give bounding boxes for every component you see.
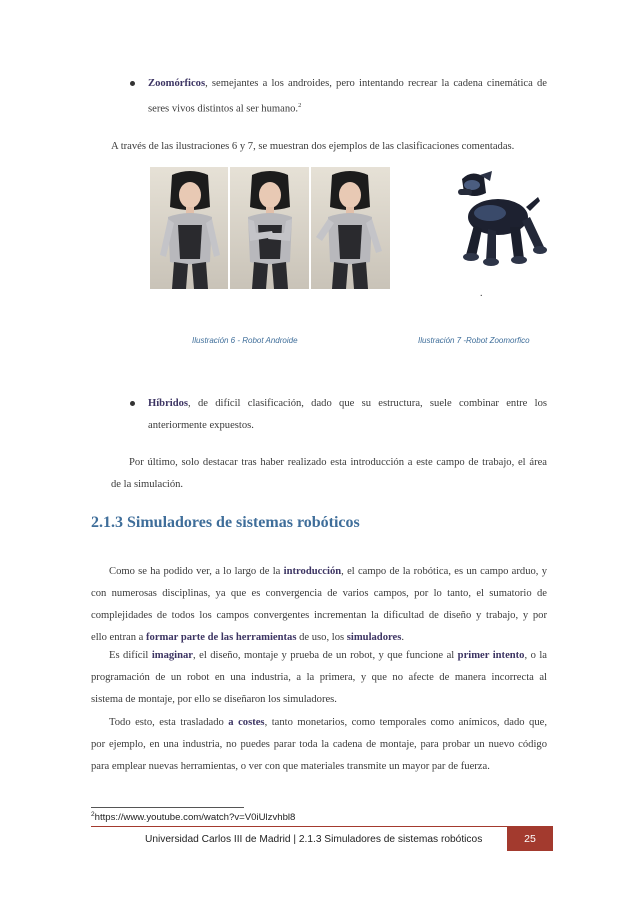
bullet-icon: [130, 81, 135, 86]
zoomorphic-robot-image: [450, 167, 550, 271]
stray-dot: .: [480, 288, 483, 299]
intro-illustrations: A través de las ilustraciones 6 y 7, se muestran dos ejemplos de las clasificaciones comentadas.: [111, 141, 515, 152]
footnote: [91, 811, 295, 823]
paragraph-2: Es difícil imaginar, el diseño, montaje y prueba de un robot, y que funcione al primer intento, o la programación de un robot en una industria, a la primera, y que no afecte de manera incorrecta al sistema de montaje, por ello se diseñaron los simuladores.: [91, 650, 547, 705]
footnote-url[interactable]: https://www.youtube.com/watch?v=V0iUlzvhbl8: [94, 812, 296, 824]
section-heading: 2.1.3 Simuladores de sistemas robóticos: [91, 514, 360, 531]
bullet-zoomorficos: Zoomórficos, semejantes a los androides, pero intentando recrear la cadena cinemática de seres vivos distintos al ser humano.$^2$: [148, 78, 547, 115]
footnote-rule: [91, 807, 244, 808]
caption-android: Ilustración 6 - Robot Androide: [192, 336, 298, 345]
paragraph-3: Todo esto, esta trasladado a costes, tanto monetarios, como temporales como anímicos, dado que, por ejemplo, en una industria, no puedes parar toda la cadena de montaje, para probar un nuevo código para emplear nuevas herramientas, o ver con que materiales transmite un mayor par de fuerza.: [91, 717, 547, 772]
bullet-term: Híbridos: [148, 398, 189, 409]
bullet-term: Zoomórficos: [148, 78, 206, 89]
caption-zoomorfico: Ilustración 7 -Robot Zoomorfico: [418, 336, 530, 345]
bullet-hibridos: Híbridos, de difícil clasificación, dado que su estructura, suele combinar entre los anteriormente expuestos.: [148, 398, 547, 431]
page-number: 25: [507, 827, 553, 851]
footnote-number: 2: [91, 811, 95, 818]
footer-text: Universidad Carlos III de Madrid | 2.1.3 Simuladores de sistemas robóticos: [145, 834, 483, 845]
bullet-icon: [130, 401, 135, 406]
footnote-ref: 2: [298, 102, 302, 109]
android-robot-image: [150, 167, 390, 289]
paragraph-1: Como se ha podido ver, a lo largo de la introducción, el campo de la robótica, es un campo arduo, y con numerosas disciplinas, ya que es convergencia de varios campos, por lo tanto, el sumatorio de complejidades de todos los campos convergentes incrementan la dificultad de diseño y trabajo, y por ello entran a formar parte de las herramientas de uso, los simuladores.: [91, 566, 547, 643]
closing-paragraph: Por último, solo destacar tras haber realizado esta introducción a este campo de trabajo, el área de la simulación.: [111, 457, 547, 490]
footer: [91, 826, 553, 852]
